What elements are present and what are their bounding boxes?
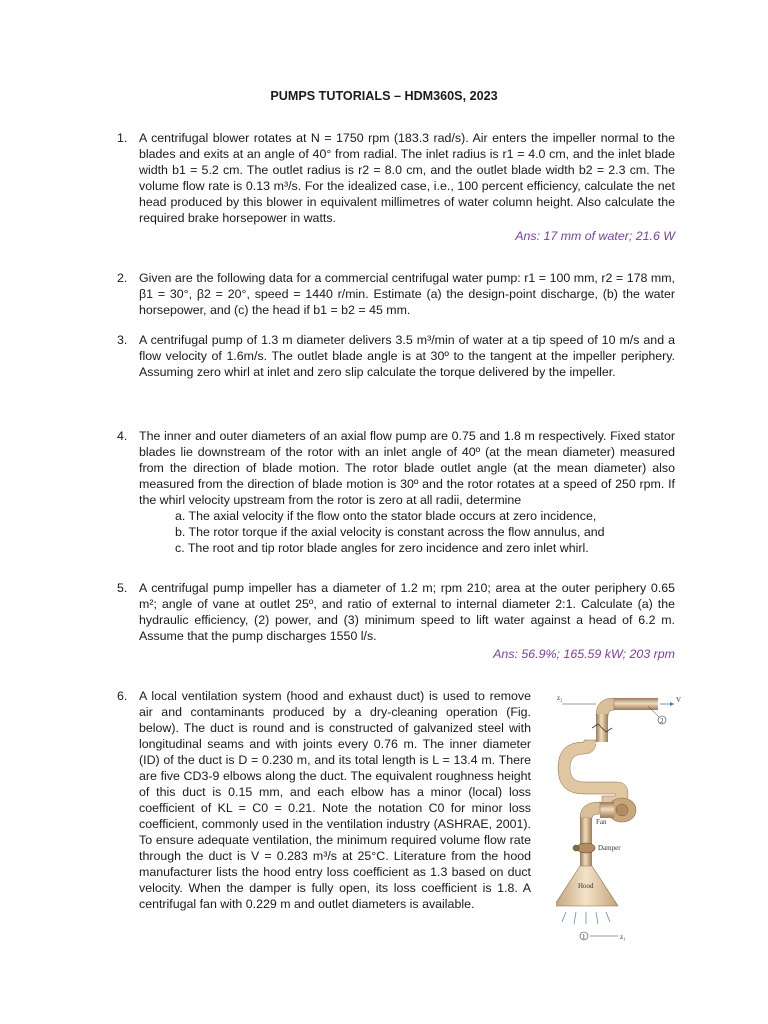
inflow-arrows <box>562 912 610 924</box>
question-number: 2. <box>117 271 128 285</box>
duct-elbow-lower <box>580 802 600 818</box>
question-5 <box>117 580 675 662</box>
answer-text: Ans: 56.9%; 165.59 kW; 203 rpm <box>493 647 675 661</box>
question-number: 4. <box>117 429 128 443</box>
label-point-2: 2 <box>660 717 664 725</box>
question-number: 5. <box>117 581 128 595</box>
label-z2: z₂ <box>557 694 563 702</box>
sub-item-c: c. The root and tip rotor blade angles for zero incidence and zero inlet whirl. <box>175 541 589 555</box>
label-z1: z₁ <box>620 933 626 941</box>
duct-segment-lower <box>580 818 592 866</box>
duct-elbows <box>558 740 628 808</box>
question-4 <box>117 428 675 556</box>
label-point-1: 1 <box>582 933 586 941</box>
question-text: The inner and outer diameters of an axial flow pump are 0.75 and 1.8 m respectively. Fixed stator blades lie downstream of the rotor with an inlet angle of 40º (at the mean diameter) measured from the direction of blade motion. The rotor blade outlet angle (at the mean diameter) also measured from the direction of blade motion is 30º and the rotor rotates at a speed of 250 rpm. If the whirl velocity upstream from the rotor is zero at all radii, determine <box>139 429 675 507</box>
label-damper: Damper <box>598 844 621 852</box>
sub-item-a: a. The axial velocity if the flow onto the stator blade occurs at zero incidence, <box>175 509 597 523</box>
question-text: Given are the following data for a commercial centrifugal water pump: r1 = 100 mm, r2 = 178 mm, β1 = 30°, β2 = 20°, speed = 1440 r/min. Estimate (a) the design-point discharge, (b) the water horsepower, and (c) the head if b1 = b2 = 45 mm. <box>139 271 675 317</box>
question-3 <box>117 332 675 380</box>
sub-item-b: b. The rotor torque if the axial velocity is constant across the flow annulus, and <box>175 525 605 539</box>
question-text: A local ventilation system (hood and exhaust duct) is used to remove air and contaminants produced by a dry-cleaning operation (Fig. below). The duct is round and is constructed of galvanized steel with longitudinal seams and with joints every 0.76 m. The inner diameter (ID) of the duct is D = 0.230 m, and its total length is L = 13.4 m. There are five CD3-9 elbows along the duct. The equivalent roughness height of this duct is 0.15 mm, and each elbow has a minor (local) loss coefficient of KL = C0 = 0.21. Note the notation C0 for minor loss coefficient, commonly used in the ventilation industry (ASHRAE, 2001). To ensure adequate ventilation, the minimum required volume flow rate through the duct is V = 0.283 m³/s at 25°C. Literature from the hood manufacturer lists the hood entry loss coefficient as 1.3 based on duct velocity. When the damper is fully open, its loss coefficient is 1.8. A centrifugal fan with 0.229 m and outlet diameters is available. <box>139 689 531 911</box>
answer-text: Ans: 17 mm of water; 21.6 W <box>515 229 675 243</box>
question-6 <box>117 688 531 912</box>
question-1 <box>117 130 675 244</box>
question-number: 3. <box>117 333 128 347</box>
label-velocity: V <box>676 696 682 704</box>
label-hood: Hood <box>578 882 594 890</box>
question-text: A centrifugal pump of 1.3 m diameter delivers 3.5 m³/min of water at a tip speed of 10 m/s and a flow velocity of 1.6m/s. The outlet blade angle is at 30º to the tangent at the impeller periphery. Assuming zero whirl at inlet and zero slip calculate the torque delivered by the impeller. <box>139 333 675 379</box>
ventilation-system-figure <box>556 690 686 946</box>
label-fan: Fan <box>596 818 607 826</box>
damper <box>573 843 595 853</box>
question-2 <box>117 270 675 318</box>
question-text: A centrifugal blower rotates at N = 1750 rpm (183.3 rad/s). Air enters the impeller normal to the blades and exits at an angle of 40° from radial. The inlet radius is r1 = 4.0 cm, and the inlet blade width b1 = 5.2 cm. The outlet radius is r2 = 8.0 cm, and the outlet blade width b2 = 2.3 cm. The volume flow rate is 0.13 m³/s. For the idealized case, i.e., 100 percent efficiency, calculate the net head produced by this blower in equivalent millimetres of water column height. Also calculate the required brake horsepower in watts. <box>139 131 675 225</box>
question-text: A centrifugal pump impeller has a diameter of 1.2 m; rpm 210; area at the outer periphery 0.65 m²; angle of vane at outlet 25º, and ratio of external to internal diameter 2:1. Calculate (a) the hydraulic efficiency, (2) power, and (3) minimum speed to lift water against a head of 6.2 m. Assume that the pump discharges 1550 l/s. <box>139 581 675 643</box>
question-number: 1. <box>117 131 128 145</box>
page-title: PUMPS TUTORIALS – HDM360S, 2023 <box>270 89 498 103</box>
question-number: 6. <box>117 689 128 703</box>
